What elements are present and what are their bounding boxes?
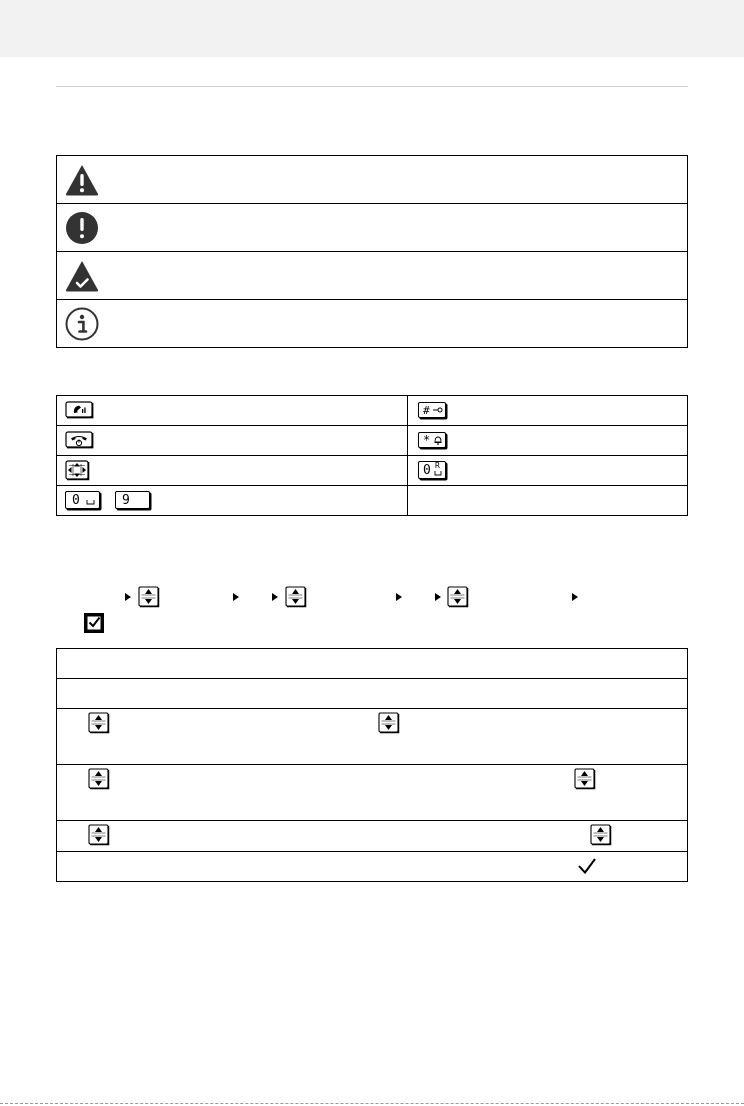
- path-arrow-icon: [272, 593, 278, 601]
- keys-cell: [408, 396, 687, 425]
- digit-first: 0: [72, 493, 80, 508]
- notice-row-info: [57, 299, 687, 347]
- keys-row: [57, 425, 687, 455]
- keys-cell: [408, 456, 687, 485]
- zero-r-key-icon: [418, 461, 446, 479]
- step-row: [57, 708, 687, 764]
- tip-check-icon: [65, 259, 99, 293]
- keys-cell: [57, 456, 408, 485]
- digit-nine-key-icon: [115, 491, 150, 509]
- path-arrow-icon: [572, 593, 578, 601]
- important-exclamation-icon: [65, 211, 99, 245]
- keys-cell: [408, 486, 687, 515]
- keys-cell: [408, 426, 687, 455]
- step-row: [57, 764, 687, 820]
- check-tick-icon: [577, 857, 597, 875]
- nav-up-down-key-icon: [88, 768, 110, 790]
- nav-up-down-key-icon: [590, 824, 612, 846]
- digit-last: 9: [122, 493, 130, 508]
- nav-up-down-key-icon: [138, 586, 160, 608]
- star-glyph: *: [423, 433, 431, 447]
- page-bottom-edge: [0, 1103, 744, 1104]
- r-glyph: R: [435, 461, 440, 470]
- notice-row-important: [57, 203, 687, 251]
- notice-row-tip: [57, 251, 687, 299]
- control-key-icon: [65, 460, 91, 482]
- nav-up-down-key-icon: [88, 824, 110, 846]
- keys-row: [57, 455, 687, 485]
- header-band: [0, 0, 744, 57]
- header-divider: [56, 86, 688, 87]
- path-arrow-icon: [125, 593, 131, 601]
- hash-key-icon: [418, 402, 446, 418]
- step-row: [57, 678, 687, 708]
- keys-cell: [57, 486, 408, 515]
- steps-table: [56, 648, 688, 882]
- info-icon: [65, 307, 99, 341]
- end-power-key-icon: [65, 431, 95, 449]
- keys-table: [56, 395, 688, 516]
- path-arrow-icon: [435, 593, 441, 601]
- warning-triangle-icon: [65, 163, 99, 197]
- step-row: [57, 649, 687, 678]
- zero-glyph: 0: [423, 463, 431, 478]
- keys-row: [57, 485, 687, 515]
- keys-row: [57, 396, 687, 425]
- checkbox-icon: [84, 613, 104, 633]
- nav-up-down-key-icon: [285, 586, 307, 608]
- nav-up-down-key-icon: [378, 712, 400, 734]
- notice-table: [56, 155, 688, 348]
- star-key-icon: [418, 432, 446, 448]
- path-arrow-icon: [396, 593, 402, 601]
- notice-row-warning: [57, 156, 687, 203]
- keys-cell: [57, 426, 408, 455]
- nav-up-down-key-icon: [447, 586, 469, 608]
- nav-up-down-key-icon: [574, 768, 596, 790]
- menu-path: [56, 585, 686, 635]
- nav-up-down-key-icon: [88, 712, 110, 734]
- digit-zero-key-icon: [65, 491, 100, 509]
- talk-key-icon: [65, 401, 95, 419]
- path-arrow-icon: [233, 593, 239, 601]
- step-row: [57, 851, 687, 881]
- keys-cell: [57, 396, 408, 425]
- step-row: [57, 820, 687, 851]
- hash-glyph: #: [423, 404, 430, 417]
